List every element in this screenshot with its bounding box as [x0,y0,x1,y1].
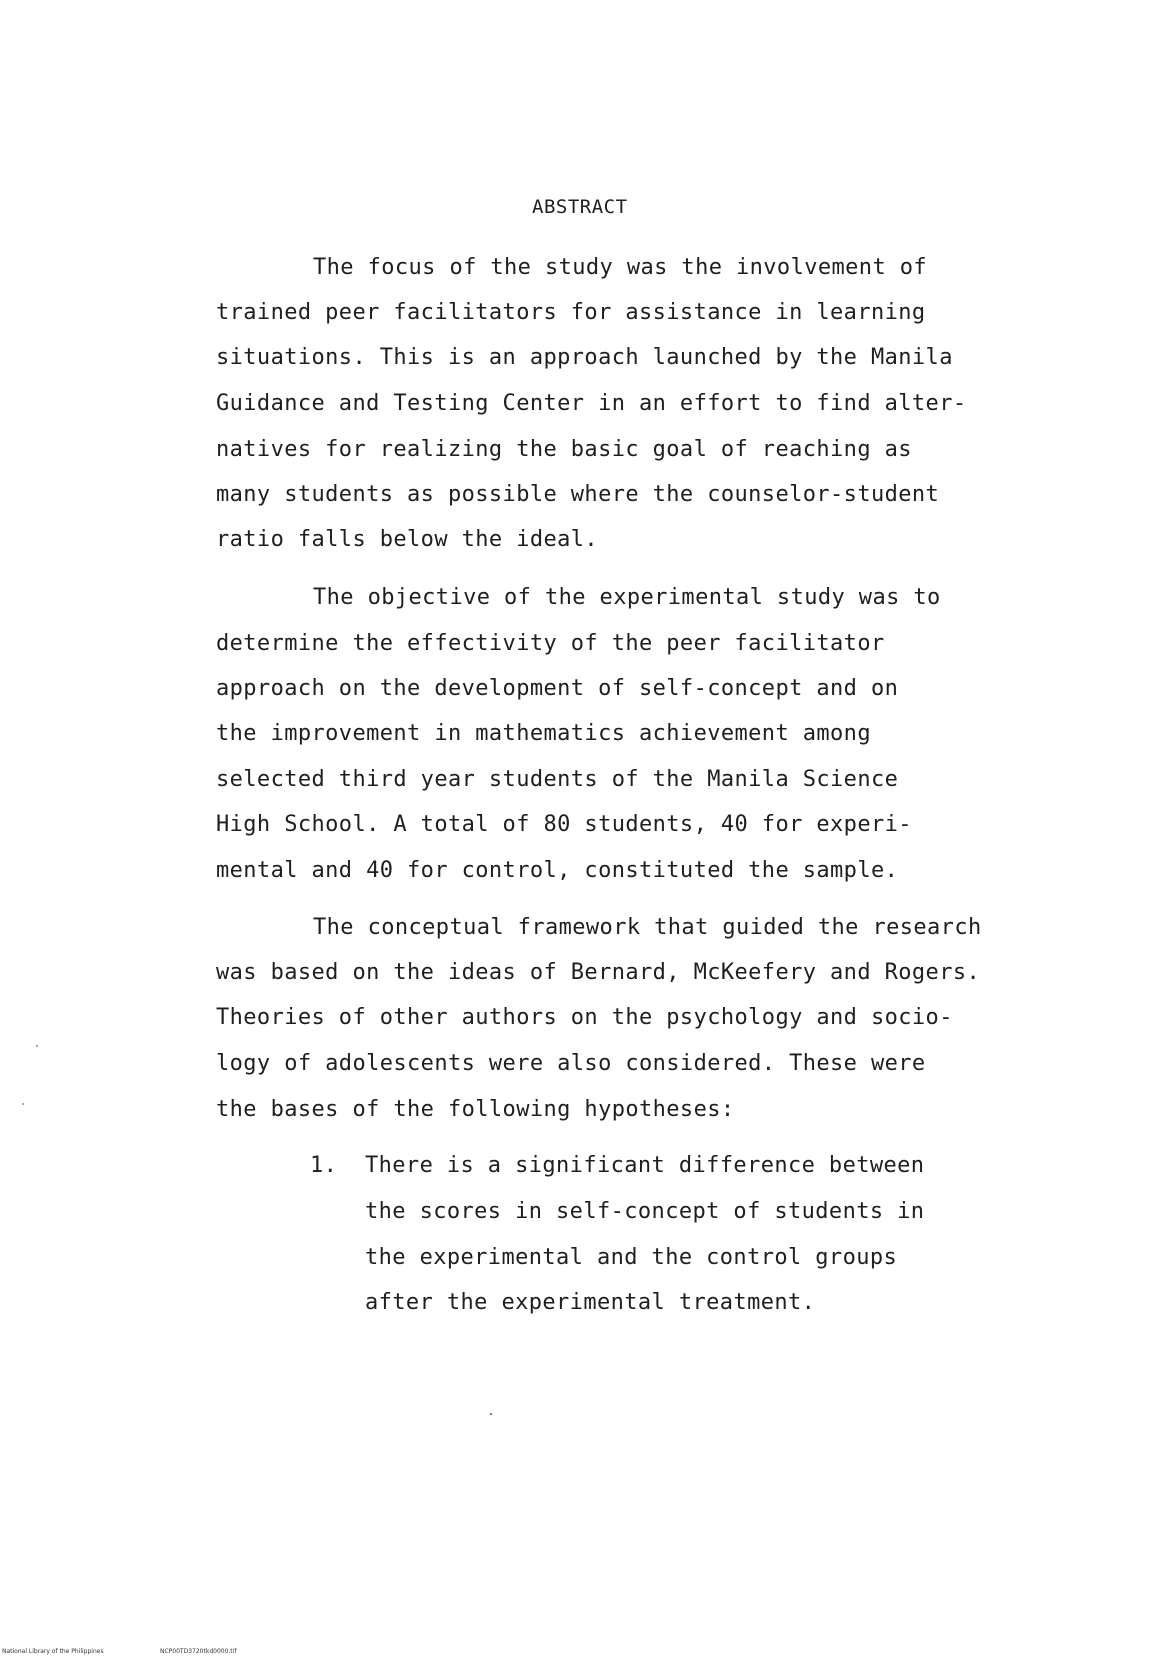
paragraph-2-line-6: High School. A total of 80 students, 40 for experi- [216,812,912,837]
paragraph-2-line-2: determine the effectivity of the peer facilitator [216,631,885,656]
paragraph-3-line-5: the bases of the following hypotheses: [216,1097,735,1122]
paragraph-2-line-5: selected third year students of the Manila Science [216,767,899,792]
scan-speck [36,1045,38,1047]
paragraph-1-line-1: The focus of the study was the involvement of [313,255,928,280]
footer-library-credit: National Library of the Philippines [2,1648,104,1655]
hypothesis-line-4: after the experimental treatment. [365,1290,816,1315]
paragraph-1-line-2: trained peer facilitators for assistance in learning [216,300,926,325]
paragraph-2-line-4: the improvement in mathematics achievement among [216,721,871,746]
paragraph-3-line-1: The conceptual framework that guided the research [313,915,982,940]
paragraph-1-line-6: many students as possible where the counselor-student [216,482,940,507]
hypothesis-number: 1. [310,1153,338,1178]
paragraph-2-line-1: The objective of the experimental study was to [313,585,941,610]
paragraph-2-line-7: mental and 40 for control, constituted the sample. [216,858,899,883]
hypothesis-line-2: the scores in self-concept of students in [365,1199,925,1224]
scan-speck [490,1413,492,1415]
paragraph-1-line-7: ratio falls below the ideal. [216,527,599,552]
scan-speck [22,1103,24,1105]
abstract-heading: ABSTRACT [532,196,628,218]
paragraph-1-line-3: situations. This is an approach launched by the Manila [216,345,953,370]
footer-file-name: NCP00TD3720tkd0000.tif [160,1648,237,1655]
paragraph-3-line-2: was based on the ideas of Bernard, McKeefery and Rogers. [216,960,981,985]
paragraph-1-line-5: natives for realizing the basic goal of reaching as [216,437,912,462]
hypothesis-line-1: There is a significant difference between [365,1153,925,1178]
hypothesis-line-3: the experimental and the control groups [365,1245,898,1270]
paragraph-3-line-3: Theories of other authors on the psychology and socio- [216,1005,953,1030]
paragraph-1-line-4: Guidance and Testing Center in an effort to find alter- [216,391,967,416]
paragraph-3-line-4: logy of adolescents were also considered. These were [216,1051,926,1076]
paragraph-2-line-3: approach on the development of self-concept and on [216,676,899,701]
